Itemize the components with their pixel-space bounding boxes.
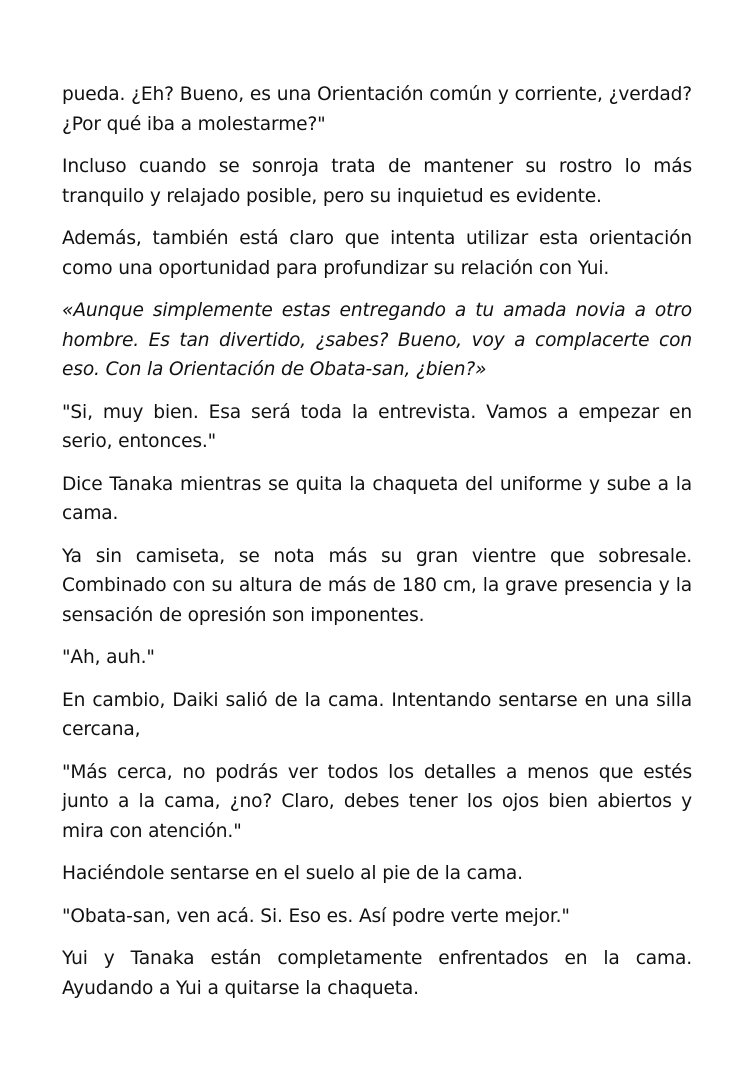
paragraph-10: "Más cerca, no podrás ver todos los detalles a menos que estés junto a la cama, ¿no? Claro, debes tener los ojos bien abiertos y mira con atención." [62, 761, 692, 842]
paragraph-12: "Obata-san, ven acá. Si. Eso es. Así podre verte mejor." [62, 905, 570, 927]
paragraph-1: pueda. ¿Eh? Bueno, es una Orientación común y corriente, ¿verdad? ¿Por qué iba a molestarme?" [62, 84, 692, 135]
paragraph-5: "Si, muy bien. Esa será toda la entrevista. Vamos a empezar en serio, entonces." [62, 401, 692, 452]
paragraph-8: "Ah, auh." [62, 647, 155, 668]
paragraph-2: Incluso cuando se sonroja trata de mantener su rostro lo más tranquilo y relajado posible, pero su inquietud es evidente. [62, 156, 692, 207]
paragraph-11: Haciéndole sentarse en el suelo al pie de la cama. [62, 863, 523, 884]
paragraph-13: Yui y Tanaka están completamente enfrentados en la cama. Ayudando a Yui a quitarse la chaqueta. [62, 948, 692, 999]
paragraph-9: En cambio, Daiki salió de la cama. Intentando sentarse en una silla cercana, [62, 689, 692, 740]
paragraph-6: Dice Tanaka mientras se quita la chaqueta del uniforme y sube a la cama. [62, 473, 692, 524]
paragraph-4-italic-quote: «Aunque simplemente estas entregando a tu amada novia a otro hombre. Es tan divertido, ¿sabes? Bueno, voy a complacerte con eso. Con la Orientación de Obata-san, ¿bien?» [62, 300, 692, 380]
paragraph-3: Además, también está claro que intenta utilizar esta orientación como una oportunidad para profundizar su relación con Yui. [62, 228, 692, 279]
paragraph-7: Ya sin camiseta, se nota más su gran vientre que sobresale. Combinado con su altura de más de 180 cm, la grave presencia y la sensación de opresión son imponentes. [62, 545, 692, 626]
